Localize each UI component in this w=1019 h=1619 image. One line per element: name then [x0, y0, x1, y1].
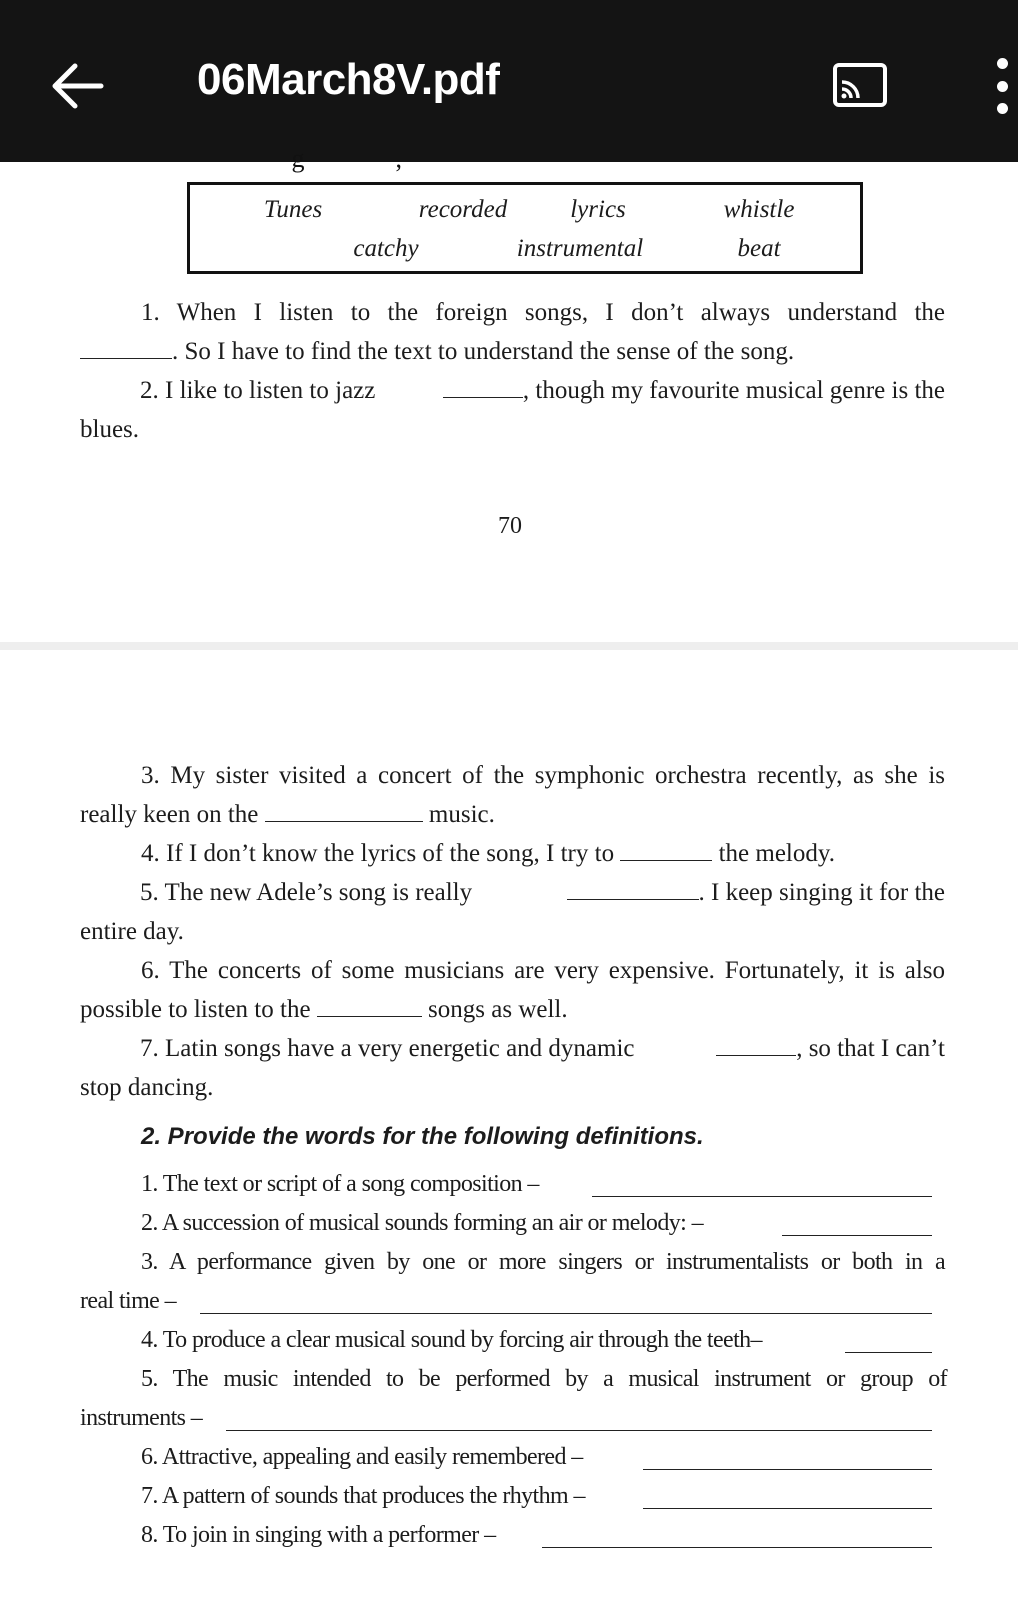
- page-number: 70: [498, 513, 522, 539]
- definition-line: 3. A performance given by one or more singers or instrumentalists or both in a: [141, 1249, 945, 1275]
- more-vertical-icon-dot: [997, 103, 1008, 114]
- answer-blank: [200, 1313, 932, 1314]
- more-vertical-icon: [997, 58, 1008, 69]
- exercise-text: . So I have to find the text to understand the sense of the song.: [172, 338, 795, 365]
- word-bank-word: whistle: [723, 196, 795, 223]
- definition-line: 8. To join in singing with a performer –: [141, 1522, 496, 1548]
- more-vertical-icon-dot: [997, 81, 1008, 92]
- answer-blank: [592, 1196, 932, 1197]
- exercise-line: [140, 376, 945, 406]
- exercise-line: 1. When I listen to the foreign songs, I don’t always understand the: [141, 299, 945, 326]
- answer-blank: [620, 840, 712, 861]
- cast-button[interactable]: [830, 60, 890, 110]
- definition-line: 5. The music intended to be performed by a musical instrument or group of: [141, 1366, 947, 1392]
- exercise-text: the melody.: [718, 840, 835, 867]
- word-bank-box: [187, 182, 863, 274]
- definition-line: 4. To produce a clear musical sound by forcing air through the teeth–: [141, 1327, 762, 1353]
- exercise-line-rest: [716, 1034, 945, 1064]
- definition-line: 6. Attractive, appealing and easily remembered –: [141, 1444, 583, 1470]
- section-heading: 2. Provide the words for the following definitions.: [141, 1123, 704, 1150]
- exercise-line: entire day.: [80, 918, 184, 945]
- arrow-left-icon: [49, 61, 105, 111]
- back-button[interactable]: [46, 55, 108, 117]
- answer-blank: [542, 1547, 932, 1548]
- exercise-text: 7. Latin songs have a very energetic and dynamic: [140, 1035, 635, 1062]
- definition-line: 7. A pattern of sounds that produces the rhythm –: [141, 1483, 585, 1509]
- answer-blank: [80, 338, 172, 359]
- app-bar: [0, 0, 1018, 162]
- answer-blank: [226, 1430, 932, 1431]
- word-bank-word: catchy: [353, 235, 419, 262]
- cast-icon: [832, 62, 888, 108]
- exercise-line: [80, 337, 794, 367]
- exercise-line: blues.: [80, 416, 140, 443]
- answer-blank: [443, 377, 523, 398]
- exercise-text: , though my favourite musical genre is the: [522, 377, 945, 404]
- exercise-line: [80, 800, 495, 830]
- exercise-line-rest: [567, 878, 945, 908]
- word-bank-word: Tunes: [263, 196, 323, 223]
- exercise-text: 4. If I don’t know the lyrics of the song, I try to: [141, 840, 615, 867]
- answer-blank: [782, 1235, 932, 1236]
- more-options-button[interactable]: [985, 58, 1019, 114]
- exercise-text: music.: [428, 801, 495, 828]
- exercise-line: [140, 878, 945, 908]
- answer-blank: [845, 1352, 932, 1353]
- exercise-text: possible to listen to the: [80, 996, 311, 1023]
- definition-line: real time –: [80, 1288, 177, 1314]
- answer-blank: [567, 879, 699, 900]
- exercise-text: really keen on the: [80, 801, 259, 828]
- exercise-line: [140, 1034, 945, 1064]
- clipped-heading-fragment: g ,: [285, 144, 402, 173]
- answer-blank: [265, 801, 423, 822]
- word-bank-word: beat: [737, 235, 781, 262]
- exercise-text: songs as well.: [428, 996, 568, 1023]
- definition-line: instruments –: [80, 1405, 203, 1431]
- exercise-text: . I keep singing it for the: [698, 879, 945, 906]
- answer-blank: [716, 1035, 796, 1056]
- answer-blank: [643, 1469, 932, 1470]
- exercise-text: , so that I can’t: [796, 1035, 945, 1062]
- exercise-line: 3. My sister visited a concert of the symphonic orchestra recently, as she is: [141, 762, 945, 789]
- exercise-text: 5. The new Adele’s song is really: [140, 879, 473, 906]
- answer-blank: [643, 1508, 932, 1509]
- exercise-line: stop dancing.: [80, 1074, 214, 1101]
- word-bank-word: lyrics: [570, 196, 626, 223]
- definition-line: 1. The text or script of a song composition –: [141, 1171, 539, 1197]
- word-bank-word: instrumental: [516, 235, 644, 262]
- exercise-text: 2. I like to listen to jazz: [140, 377, 376, 404]
- exercise-line: [141, 839, 835, 869]
- page-separator: [0, 642, 1018, 650]
- word-bank-word: recorded: [418, 196, 508, 223]
- definition-line: 2. A succession of musical sounds forming an air or melody: –: [141, 1210, 703, 1236]
- exercise-line-rest: [443, 376, 945, 406]
- exercise-line: [80, 995, 568, 1025]
- document-title: 06March8V.pdf: [197, 55, 500, 104]
- exercise-line: 6. The concerts of some musicians are very expensive. Fortunately, it is also: [141, 957, 945, 984]
- answer-blank: [317, 996, 422, 1017]
